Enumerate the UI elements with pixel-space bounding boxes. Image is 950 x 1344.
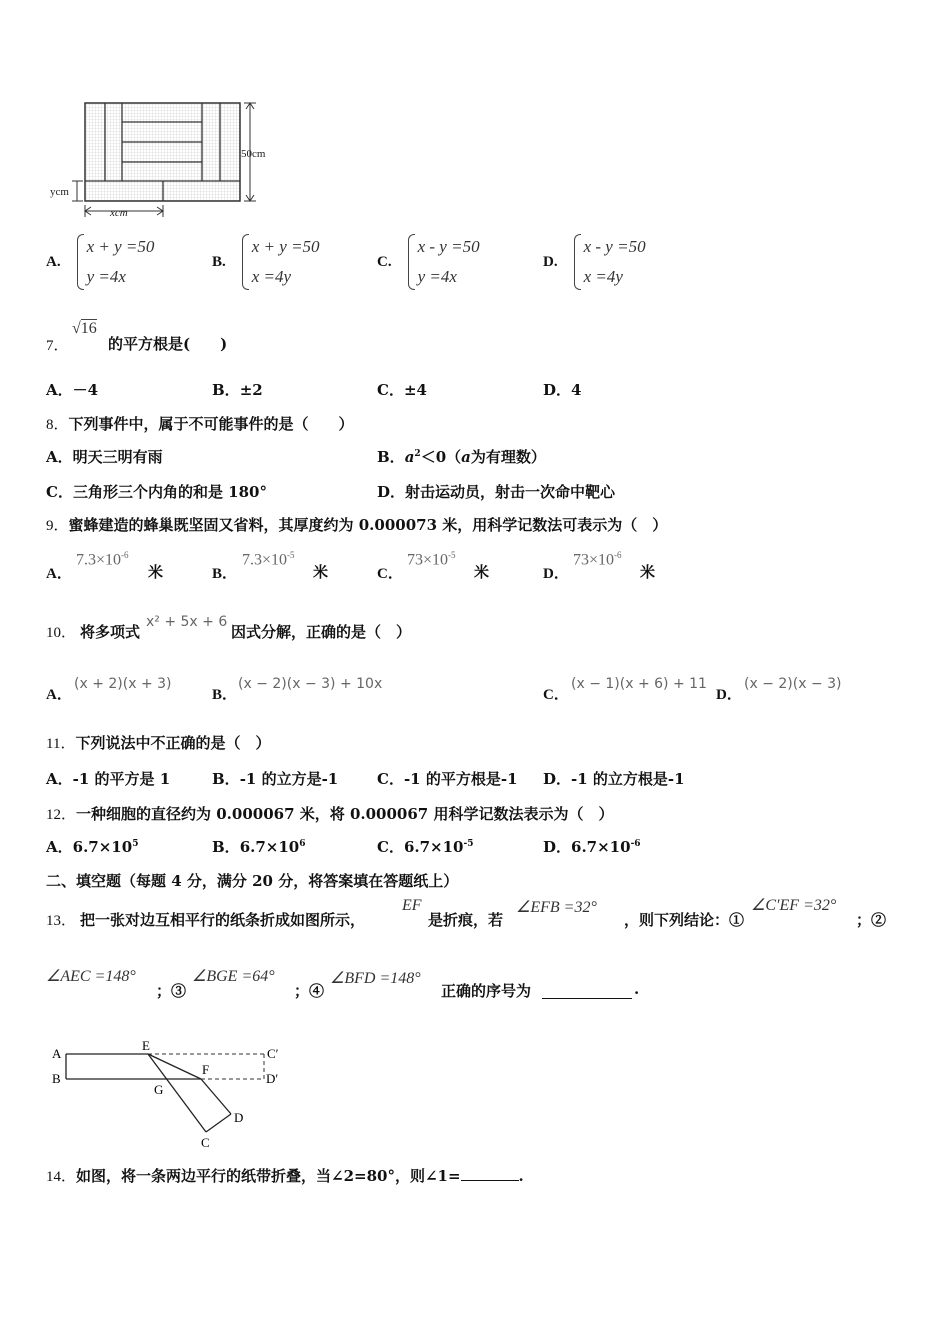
question-text: 正确的序号为 — [441, 982, 532, 1000]
question-number: 14． — [46, 1169, 77, 1185]
option-text: －4 — [72, 381, 99, 399]
q11-option-c[interactable] — [377, 768, 518, 789]
option-label: B． — [212, 381, 240, 399]
point-b: B — [52, 1071, 61, 1086]
answer-blank[interactable] — [542, 980, 632, 999]
math-angle-bge: ∠BGE =64° — [192, 968, 275, 985]
equation-system — [240, 232, 320, 292]
unit: 米 — [148, 563, 164, 581]
question-text: 一种细胞的直径约为 0.000067 米，将 0.000067 用科学记数法表示为（ ） — [76, 805, 614, 823]
option-label: D． — [377, 483, 406, 501]
q11-option-a[interactable] — [46, 768, 170, 789]
math-angle-efb: ∠EFB =32° — [516, 899, 597, 916]
base: 7.3×10 — [242, 551, 288, 569]
option-text: ＜0（ — [420, 448, 462, 466]
base: 6.7×10 — [72, 838, 133, 856]
q6-option-a[interactable] — [46, 232, 154, 292]
point-a: A — [52, 1046, 62, 1061]
option-text: -1 的立方根是-1 — [571, 770, 685, 788]
equation-1: x - y =50 — [417, 237, 480, 256]
math-ef: EF — [402, 897, 422, 914]
base: 73×10 — [407, 551, 449, 569]
option-label: D． — [543, 770, 572, 788]
rectangle-figure — [50, 95, 290, 229]
option-text: 为有理数） — [470, 448, 546, 466]
option-label: B． — [212, 687, 238, 703]
option-text: -1 的立方是-1 — [239, 770, 339, 788]
option-label: B． — [212, 838, 240, 856]
point-c-prime: C′ — [267, 1046, 279, 1061]
q9-option-d[interactable] — [543, 548, 703, 582]
q8-option-a[interactable] — [46, 446, 163, 467]
option-expression: (x − 1)(x + 6) + 11 — [571, 676, 707, 692]
question-text: ；④ — [294, 982, 325, 1000]
exponent: 5 — [132, 839, 139, 849]
q9-option-b[interactable] — [212, 548, 372, 582]
option-label: B． — [212, 566, 238, 582]
option-label: D． — [716, 687, 742, 703]
q10-stem — [46, 614, 496, 644]
q7-option-d[interactable] — [543, 379, 581, 400]
option-label: B． — [377, 448, 405, 466]
q11-option-b[interactable] — [212, 768, 338, 789]
question-text: 将多项式 — [80, 623, 141, 641]
option-label: C. — [377, 253, 392, 270]
option-label: C． — [377, 838, 404, 856]
fold-figure-svg — [46, 1034, 296, 1154]
label-ycm: ycm — [50, 186, 69, 198]
option-label: D． — [543, 838, 572, 856]
q7-option-b[interactable] — [212, 379, 263, 400]
option-label: D． — [543, 381, 572, 399]
q11-option-d[interactable] — [543, 768, 685, 789]
option-label: C． — [377, 381, 404, 399]
q10-option-a[interactable] — [46, 676, 216, 702]
q14-stem — [46, 1165, 524, 1186]
question-number: 7． — [46, 338, 69, 354]
sci-notation — [573, 550, 622, 569]
option-text: ±2 — [239, 381, 263, 399]
question-text: 下列事件中，属于不可能事件的是（ ） — [68, 415, 354, 433]
math-angle-cef: ∠C′EF =32° — [751, 897, 837, 914]
option-text: 三角形三个内角的和是 180° — [72, 483, 267, 501]
q12-option-a[interactable] — [46, 836, 138, 857]
exponent: -5 — [463, 839, 474, 849]
q13-line1 — [46, 895, 906, 935]
point-d: D — [234, 1110, 244, 1125]
point-c: C — [201, 1135, 210, 1150]
equation-system — [406, 232, 480, 292]
exponent: -5 — [287, 550, 295, 560]
option-label: D． — [543, 566, 569, 582]
option-label: B． — [212, 770, 240, 788]
polynomial: x² + 5x + 6 — [146, 614, 228, 630]
exponent: -6 — [614, 550, 622, 560]
equation-system — [572, 232, 646, 292]
q12-option-d[interactable] — [543, 836, 641, 857]
exponent: 6 — [299, 839, 306, 849]
option-expression: (x − 2)(x − 3) — [744, 676, 842, 692]
label-xcm: xcm — [110, 207, 128, 219]
question-text: 蜜蜂建造的蜂巢既坚固又省料，其厚度约为 0.000073 米，用科学记数法可表示为（ ） — [68, 516, 668, 534]
equation-2: y =4x — [86, 267, 126, 286]
option-label: C． — [377, 770, 404, 788]
option-label: A. — [46, 253, 61, 270]
q6-option-b[interactable] — [212, 232, 320, 292]
exponent: 2 — [414, 449, 421, 459]
q7-option-a[interactable] — [46, 379, 98, 400]
sci-notation — [76, 550, 129, 569]
equation-2: x =4y — [251, 267, 292, 286]
question-text: . — [634, 980, 640, 998]
option-label: B. — [212, 253, 226, 270]
question-text: ；③ — [156, 982, 187, 1000]
option-label: A． — [46, 448, 73, 466]
question-text: 是折痕，若 — [428, 911, 504, 929]
question-text: 因式分解，正确的是（ ） — [231, 623, 412, 641]
q9-stem — [46, 514, 667, 535]
base: 6.7×10 — [239, 838, 300, 856]
option-label: C． — [46, 483, 73, 501]
equation-2: y =4x — [417, 267, 457, 286]
answer-blank[interactable] — [461, 1166, 519, 1181]
q8-option-d[interactable] — [377, 481, 615, 502]
math-angle-aec: ∠AEC =148° — [46, 968, 136, 985]
sci-notation — [242, 550, 295, 569]
q6-option-d[interactable] — [543, 232, 646, 292]
point-d-prime: D′ — [266, 1071, 279, 1086]
unit: 米 — [474, 563, 490, 581]
point-e: E — [142, 1038, 150, 1053]
q9-option-a[interactable] — [46, 548, 206, 582]
sqrt-expression: √16 — [72, 320, 97, 337]
rectangle-figure-svg — [50, 95, 290, 225]
question-text: 下列说法中不正确的是（ ） — [75, 734, 271, 752]
q12-stem — [46, 803, 613, 824]
option-label: A． — [46, 566, 72, 582]
q12-option-b[interactable] — [212, 836, 306, 857]
option-label: A． — [46, 838, 73, 856]
variable-a: a — [461, 448, 471, 466]
q13-line2 — [46, 966, 906, 1006]
equation-1: x + y =50 — [251, 237, 320, 256]
question-number: 9． — [46, 518, 69, 534]
unit: 米 — [313, 563, 329, 581]
question-text: . — [518, 1167, 524, 1185]
base: 73×10 — [573, 551, 615, 569]
radicand: 16 — [80, 320, 97, 337]
question-number: 11． — [46, 736, 76, 752]
base: 7.3×10 — [76, 551, 122, 569]
exponent: -6 — [121, 550, 129, 560]
option-label: A． — [46, 687, 72, 703]
option-text: 4 — [571, 381, 582, 399]
option-expression: (x + 2)(x + 3) — [74, 676, 172, 692]
q7-option-c[interactable] — [377, 379, 427, 400]
point-f: F — [202, 1062, 210, 1077]
question-text: 如图，将一条两边平行的纸带折叠，当∠2=80°，则∠1= — [76, 1167, 461, 1185]
point-g: G — [154, 1082, 164, 1097]
question-text: ，则下列结论：① — [624, 911, 745, 929]
base: 6.7×10 — [403, 838, 464, 856]
q8-option-c[interactable] — [46, 481, 267, 502]
option-label: D. — [543, 253, 558, 270]
q9-option-c[interactable] — [377, 548, 537, 582]
unit: 米 — [640, 563, 656, 581]
option-label: A． — [46, 381, 73, 399]
question-text: 把一张对边互相平行的纸条折成如图所示， — [80, 911, 366, 929]
base: 6.7×10 — [571, 838, 631, 856]
question-number: 13． — [46, 913, 77, 929]
option-label: C． — [543, 687, 569, 703]
q11-stem — [46, 732, 270, 753]
q8-stem — [46, 413, 354, 434]
option-label: C． — [377, 566, 403, 582]
question-number: 8． — [46, 417, 69, 433]
question-number: 12． — [46, 807, 77, 823]
question-number: 10． — [46, 625, 77, 641]
question-text: ；② — [856, 911, 887, 929]
fold-figure — [46, 1034, 296, 1158]
math-angle-bfd: ∠BFD =148° — [330, 970, 421, 987]
q10-option-d[interactable] — [716, 676, 866, 702]
option-expression: (x − 2)(x − 3) + 10x — [238, 676, 383, 692]
question-text: 的平方根是( ) — [108, 335, 228, 353]
q10-option-c[interactable] — [543, 676, 718, 702]
option-label: A． — [46, 770, 73, 788]
exponent: -6 — [630, 839, 641, 849]
option-text: -1 的平方根是-1 — [403, 770, 518, 788]
equation-system — [75, 232, 155, 292]
option-text: -1 的平方是 1 — [72, 770, 171, 788]
q8-option-b[interactable] — [377, 446, 546, 467]
q12-option-c[interactable] — [377, 836, 474, 857]
variable-a: a — [404, 448, 415, 466]
label-50cm: 50cm — [241, 148, 266, 160]
option-text: 射击运动员，射击一次命中靶心 — [405, 483, 616, 501]
sci-notation — [407, 550, 456, 569]
equation-2: x =4y — [583, 267, 623, 286]
option-text: ±4 — [403, 381, 427, 399]
option-text: 明天三明有雨 — [72, 448, 163, 466]
equation-1: x - y =50 — [583, 237, 646, 256]
exponent: -5 — [448, 550, 456, 560]
section-title: 二、填空题（每题 4 分，满分 20 分，将答案填在答题纸上） — [46, 872, 459, 890]
equation-1: x + y =50 — [86, 237, 155, 256]
q10-option-b[interactable] — [212, 676, 412, 702]
q6-option-c[interactable] — [377, 232, 480, 292]
